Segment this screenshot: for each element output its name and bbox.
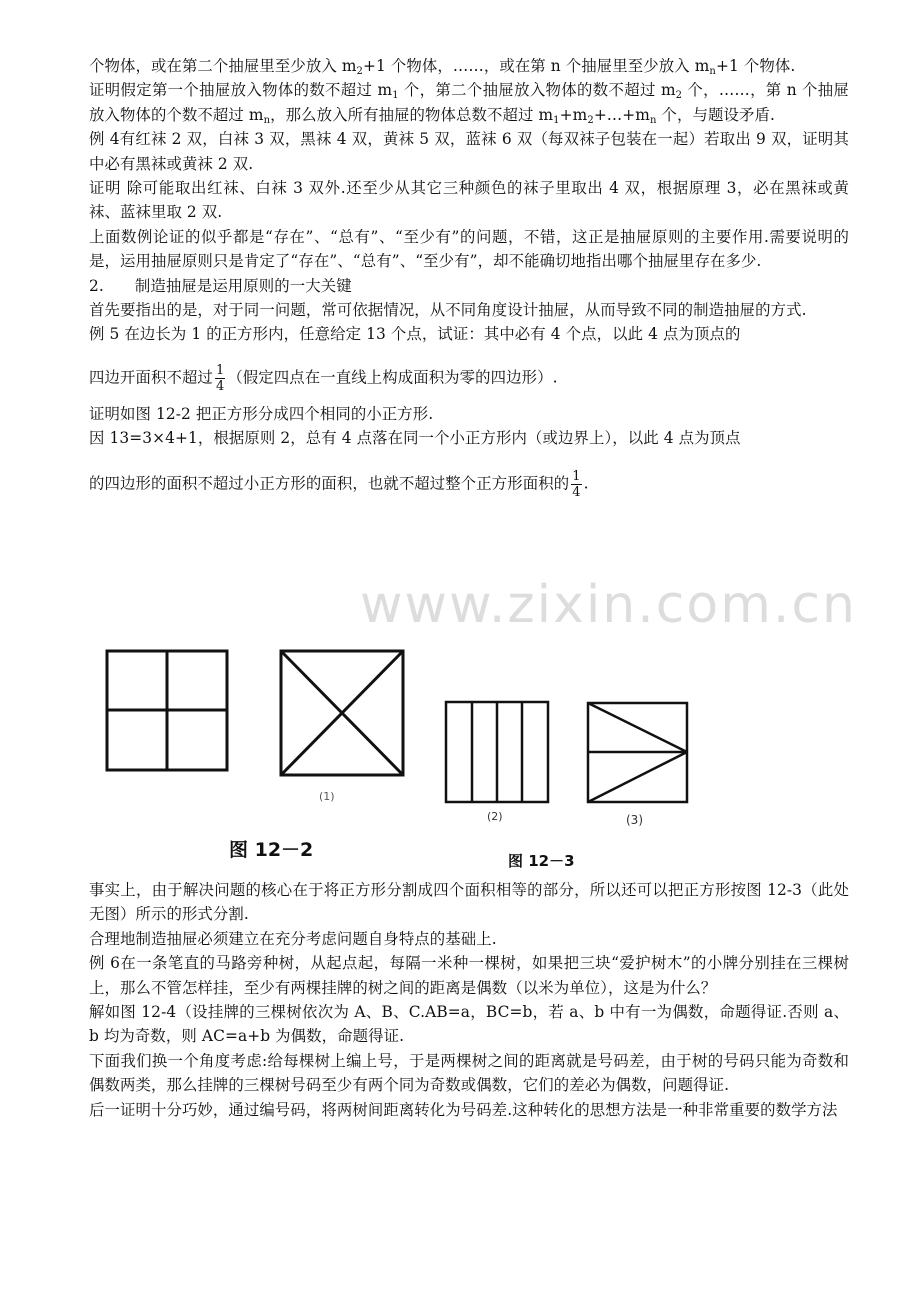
subscript: 2 [587,114,594,126]
paragraph-9 [89,363,849,394]
subscript: 2 [675,90,683,102]
paragraph-16: 解如图 12-4（设挂牌的三棵树依次为 A、B、C.AB=a，BC=b，若 a、b 中有一为偶数，命题得证.否则 a、b 均为奇数，则 AC=a+b 为偶数，命题得证. [89,1003,849,1046]
figure-12-2-caption: 图 12－2 [229,839,314,861]
text: 个，与题设矛盾. [656,105,775,124]
text: 个物体，或在第二个抽屉里至少放入 m [89,57,357,75]
text: ，那么放入所有抽屉的物体总数不超过 m [270,105,554,124]
fraction [571,469,581,500]
paragraph-11: 因 13=3×4+1，根据原则 2，总有 4 点落在同一个小正方形内（或边界上），以此 4 点为顶点 [89,429,741,448]
watermark: www.zixin.com.cn [360,575,857,635]
fraction-denominator: 4 [572,484,581,500]
paragraph-17: 下面我们换一个角度考虑:给每棵树上编上号，于是两棵树之间的距离就是号码差，由于树的号码只能为奇数和偶数两类，那么挂牌的三棵树号码至少有两个同为奇数或偶数，它们的差必为偶数，问题得证. [89,1051,849,1095]
paragraph-15: 例 6在一条笔直的马路旁种树，从起点起，每隔一米种一棵树，如果把三块“爱护树木”的小牌分别挂在三棵树上，那么不管怎样挂，至少有两棵挂牌的树之间的距离是偶数（以米为单位），这是为什么？ [89,954,849,997]
fraction-numerator: 1 [572,468,581,484]
fraction-numerator: 1 [215,362,225,378]
paragraph-8: 例 5 在边长为 1 的正方形内，任意给定 13 个点，试证：其中必有 4 个点，以此 4 点为顶点的 [89,325,741,344]
text: 四边开面积不超过 [89,368,213,387]
paragraph-13: 事实上，由于解决问题的核心在于将正方形分割成四个面积相等的部分，所以还可以把正方形按图 12-3（此处无图）所示的形式分割. [89,881,849,924]
subscript: 1 [553,114,560,126]
subscript: n [263,114,271,126]
paragraph-4: 证明 除可能取出红袜、白袜 3 双外.还至少从其它三种颜色的袜子里取出 4 双，根据原理 3，必在黑袜或黄袜、蓝袜里取 2 双. [89,179,849,222]
text: 个，……，第 n 个抽屉放入物体的个数不超过 m [89,81,849,124]
text: . [583,474,589,493]
paragraph-12 [89,469,849,500]
paragraph-2 [89,78,849,127]
subscript: 1 [392,90,399,102]
text: +1 个物体. [715,57,796,75]
paragraph-7: 首先要指出的是，对于同一问题，常可依据情况，从不同角度设计抽屉，从而导致不同的制造抽屉的方式. [89,301,807,320]
text: 个，第二个抽屉放入物体的数不超过 m [398,81,676,100]
paragraph-1 [89,54,849,78]
fraction-denominator: 4 [215,378,225,394]
figure-12-3-strips-square [446,702,548,802]
paragraph-14: 合理地制造抽屉必须建立在充分考虑问题自身特点的基础上. [89,929,497,948]
paragraph-10: 证明如图 12-2 把正方形分成四个相同的小正方形. [89,404,434,423]
figure-12-3-caption: 图 12－3 [508,852,575,870]
text: （假定四点在一直线上构成面积为零的四边形）. [227,368,558,387]
section-heading: 2. 制造抽屉是运用原则的一大关键 [89,276,352,295]
text: +1 个物体，……，或在第 n 个抽屉里至少放入 m [363,57,710,75]
figure-12-3-diagonal-square [281,651,403,775]
text: 证明假定第一个抽屉放入物体的数不超过 m [89,81,393,100]
sub-label-3: (3) [626,813,643,827]
subscript: n [709,66,716,77]
sub-label-2: (2) [487,810,503,823]
sub-label-1: (1) [319,790,335,803]
document-body-top [89,54,849,500]
fraction [215,363,225,394]
subscript: 2 [356,66,364,77]
paragraph-5: 上面数例论证的似乎都是“存在”、“总有”、“至少有”的问题，不错，这正是抽屉原则的主要作用.需要说明的是，运用抽屉原则只是肯定了“存在”、“总有”、“至少有”，却不能确切地指出哪个抽屉里存在多少. [89,227,849,271]
figure-12-2-grid-square [107,651,227,770]
figure-12-3-triangles-square [588,703,687,802]
text: 的四边形的面积不超过小正方形的面积，也就不超过整个正方形面积的 [89,474,570,493]
text: +…+m [593,105,650,124]
paragraph-3: 例 4有红袜 2 双，白袜 3 双，黑袜 4 双，黄袜 5 双，蓝袜 6 双（每双袜子包装在一起）若取出 9 双，证明其中必有黑袜或黄袜 2 双. [89,130,849,173]
paragraph-18: 后一证明十分巧妙，通过编号码，将两树间距离转化为号码差.这种转化的思想方法是一种非常重要的数学方法 [89,1100,838,1119]
text: +m [559,105,588,124]
document-body-bottom [89,878,849,1122]
subscript: n [650,114,657,126]
